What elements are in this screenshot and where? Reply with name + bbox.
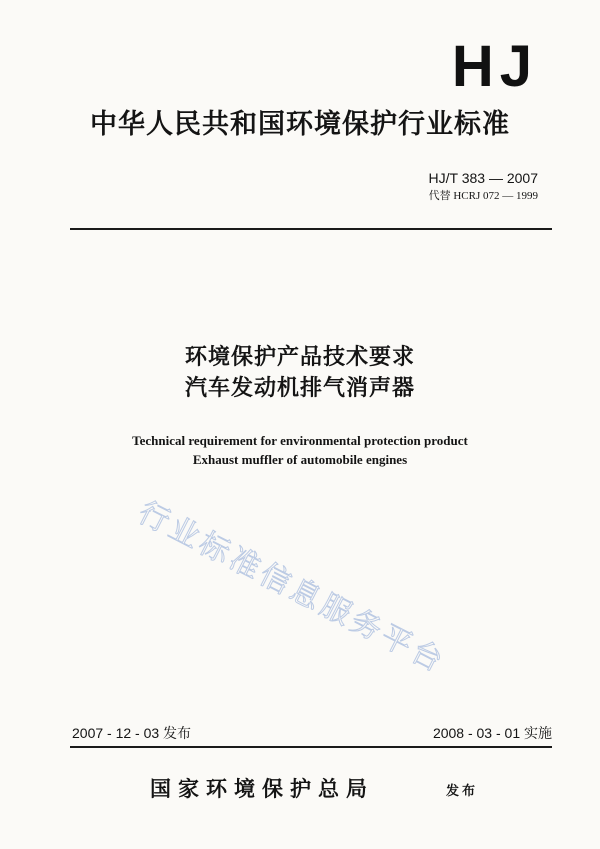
title-cn-line2: 汽车发动机排气消声器 (184, 376, 415, 401)
title-cn-line1: 环境保护产品技术要求 (184, 345, 415, 370)
bottom-divider (70, 746, 552, 748)
replaces-standard: 代替 HCRJ 072 — 1999 (428, 190, 538, 202)
top-divider (70, 228, 552, 230)
watermark: 行业标准信息服务平台 (132, 495, 452, 681)
title-en-line1: Technical requirement for environmental protection product (132, 433, 468, 448)
issue-date: 2007 - 12 - 03 发布 (72, 725, 192, 741)
hj-logo: HJ (451, 34, 538, 99)
organization-title: 中华人民共和国环境保护行业标准 (90, 109, 510, 140)
standard-code: HJ/T 383 — 2007 (428, 170, 538, 186)
implementation-date: 2008 - 03 - 01 实施 (432, 725, 552, 741)
issuer-suffix: 发布 (446, 784, 479, 799)
title-en-line2: Exhaust muffler of automobile engines (192, 452, 408, 467)
issuer: 国家环境保护总局 (150, 777, 374, 801)
